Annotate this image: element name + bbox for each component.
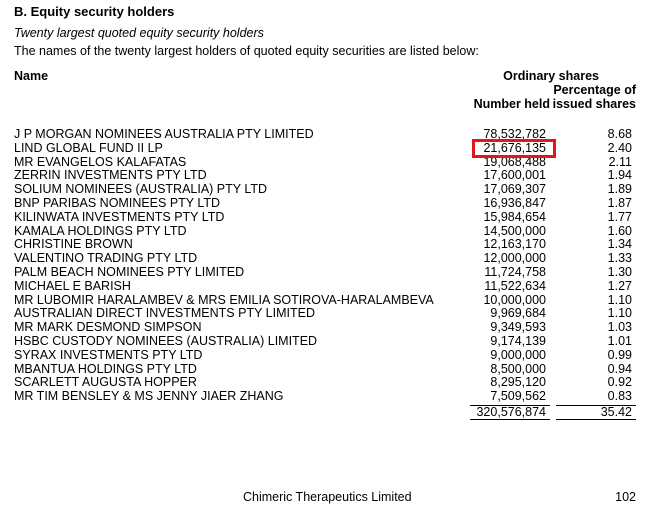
holder-name: ZERRIN INVESTMENTS PTY LTD <box>14 168 207 183</box>
holder-percentage: 1.77 <box>607 209 632 224</box>
holder-percentage: 1.10 <box>607 306 632 321</box>
holder-percentage: 8.68 <box>607 127 632 141</box>
total-bottom-rule-percentage <box>556 419 636 420</box>
column-header-number-held: Number held <box>473 97 550 111</box>
holder-percentage: 1.30 <box>607 265 632 279</box>
holder-percentage: 0.83 <box>607 389 632 404</box>
table-row <box>0 280 665 294</box>
holder-number-held: 7,509,562 <box>490 389 546 404</box>
holder-name: LIND GLOBAL FUND II LP <box>14 140 163 155</box>
table-row <box>0 376 665 390</box>
table-row <box>0 156 665 170</box>
holder-percentage: 1.94 <box>607 168 632 183</box>
holder-percentage: 1.01 <box>607 334 632 348</box>
holder-number-held: 17,600,001 <box>483 168 546 183</box>
table-row <box>0 183 665 197</box>
holder-number-held: 11,522,634 <box>484 278 546 293</box>
holder-number-held: 9,000,000 <box>490 347 546 362</box>
holder-percentage: 0.99 <box>607 347 632 362</box>
table-row <box>0 390 665 404</box>
total-percentage: 35.42 <box>600 405 632 419</box>
total-bottom-rule-number <box>470 419 550 420</box>
table-row <box>0 335 665 349</box>
holder-percentage: 2.11 <box>608 154 632 169</box>
holder-name: SYRAX INVESTMENTS PTY LTD <box>14 347 203 362</box>
holder-name: J P MORGAN NOMINEES AUSTRALIA PTY LIMITED <box>14 127 314 141</box>
table-subtitle: Twenty largest quoted equity security holders <box>14 26 264 40</box>
table-row <box>0 128 665 142</box>
holder-number-held: 15,984,654 <box>483 209 546 224</box>
table-row <box>0 349 665 363</box>
holder-name: MR MARK DESMOND SIMPSON <box>14 320 202 335</box>
holder-number-held: 10,000,000 <box>483 292 546 307</box>
holder-percentage: 1.87 <box>607 196 632 210</box>
holder-name: CHRISTINE BROWN <box>14 237 133 252</box>
holder-number-held: 9,969,684 <box>490 306 546 321</box>
intro-text: The names of the twenty largest holders of quoted equity securities are listed below: <box>14 44 479 58</box>
holder-percentage: 1.60 <box>607 223 632 238</box>
holder-number-held: 9,174,139 <box>490 334 546 348</box>
section-heading: B. Equity security holders <box>14 4 175 19</box>
holder-name: MICHAEL E BARISH <box>14 278 131 293</box>
holder-percentage: 1.10 <box>607 292 632 307</box>
table-row <box>0 225 665 239</box>
holder-number-held: 8,295,120 <box>490 375 546 390</box>
table-row <box>0 252 665 266</box>
table-row <box>0 266 665 280</box>
highlight-box <box>472 139 556 158</box>
holder-percentage: 0.92 <box>607 375 632 390</box>
holder-percentage: 1.27 <box>607 278 632 293</box>
holder-name: KILINWATA INVESTMENTS PTY LTD <box>14 209 225 224</box>
table-row <box>0 294 665 308</box>
holder-number-held: 12,000,000 <box>483 251 546 266</box>
holder-number-held: 14,500,000 <box>483 223 546 238</box>
holder-number-held: 9,349,593 <box>490 320 546 335</box>
table-row <box>0 238 665 252</box>
table-row <box>0 307 665 321</box>
column-header-name: Name <box>14 69 49 83</box>
column-header-ordinary-shares: Ordinary shares <box>503 69 599 83</box>
holder-number-held: 8,500,000 <box>490 361 546 376</box>
holder-name: SOLIUM NOMINEES (AUSTRALIA) PTY LTD <box>14 182 268 197</box>
table-row <box>0 211 665 225</box>
holder-number-held: 19,068,488 <box>483 154 546 169</box>
table-row <box>0 169 665 183</box>
footer-page-number: 102 <box>615 490 636 504</box>
holder-percentage: 1.34 <box>607 237 632 252</box>
holder-percentage: 1.33 <box>607 251 632 266</box>
holder-name: BNP PARIBAS NOMINEES PTY LTD <box>14 196 221 210</box>
holder-number-held: 17,069,307 <box>483 182 546 197</box>
table-row <box>0 197 665 211</box>
holder-name: MR EVANGELOS KALAFATAS <box>14 154 187 169</box>
holder-name: MR TIM BENSLEY & MS JENNY JIAER ZHANG <box>14 389 284 404</box>
holder-name: KAMALA HOLDINGS PTY LTD <box>14 223 187 238</box>
holder-name: MR LUBOMIR HARALAMBEV & MRS EMILIA SOTIROVA-HARALAMBEVA <box>14 292 434 307</box>
column-header-percentage-of: Percentage of <box>553 83 636 97</box>
holder-number-held: 12,163,170 <box>483 237 546 252</box>
holder-number-held: 78,532,782 <box>483 127 546 141</box>
holder-name: SCARLETT AUGUSTA HOPPER <box>14 375 197 390</box>
holder-percentage: 1.03 <box>607 320 632 335</box>
holder-number-held: 11,724,758 <box>484 265 546 279</box>
total-number-held: 320,576,874 <box>476 405 546 419</box>
column-header-issued-shares: issued shares <box>552 97 636 111</box>
table-row <box>0 363 665 377</box>
holder-percentage: 1.89 <box>607 182 632 197</box>
holder-percentage: 0.94 <box>607 361 632 376</box>
table-row <box>0 142 665 156</box>
holder-percentage: 2.40 <box>607 140 632 155</box>
holder-name: VALENTINO TRADING PTY LTD <box>14 251 198 266</box>
footer-company-name: Chimeric Therapeutics Limited <box>243 490 412 504</box>
holder-name: AUSTRALIAN DIRECT INVESTMENTS PTY LIMITED <box>14 306 315 321</box>
table-row <box>0 321 665 335</box>
holder-name: PALM BEACH NOMINEES PTY LIMITED <box>14 265 245 279</box>
holder-number-held: 16,936,847 <box>483 196 546 210</box>
holder-number-held: 21,676,135 <box>483 140 546 155</box>
holder-name: MBANTUA HOLDINGS PTY LTD <box>14 361 197 376</box>
holder-name: HSBC CUSTODY NOMINEES (AUSTRALIA) LIMITED <box>14 334 318 348</box>
